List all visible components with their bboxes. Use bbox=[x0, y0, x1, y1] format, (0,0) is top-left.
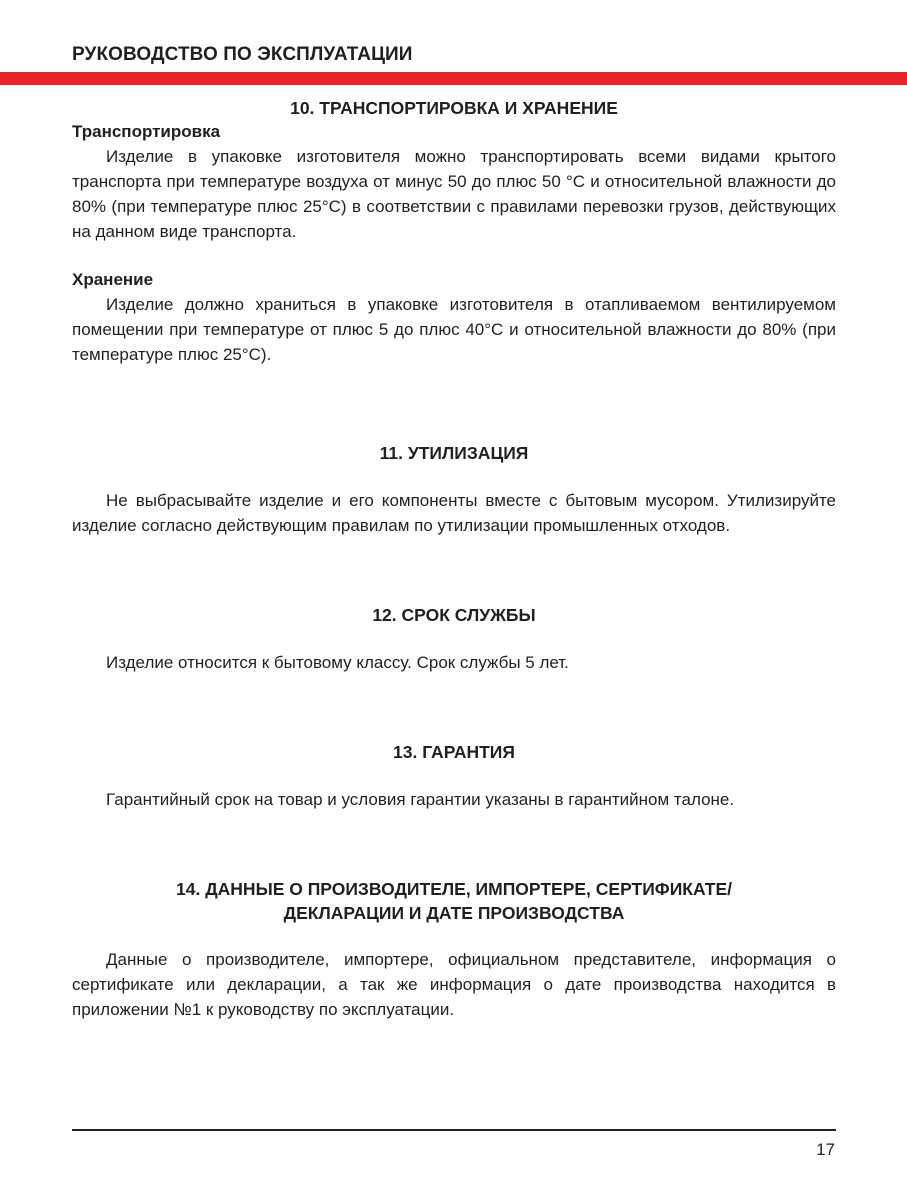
subsection-title-storage: Хранение bbox=[72, 270, 154, 289]
section-title-line-2: ДЕКЛАРАЦИИ И ДАТЕ ПРОИЗВОДСТВА bbox=[283, 903, 625, 923]
section-title: 10. ТРАНСПОРТИРОВКА И ХРАНЕНИЕ bbox=[290, 98, 618, 118]
subsection-title-transport: Транспортировка bbox=[72, 122, 221, 141]
paragraph-storage: Изделие должно храниться в упаковке изготовителя в отапливаемом вентилируемом помещении при температуре от плюс 5 до плюс 40°С и относительной влажности до 80% (при температуре плюс 25°С). bbox=[72, 295, 836, 364]
paragraph-service-life: Изделие относится к бытовому классу. Срок службы 5 лет. bbox=[106, 653, 569, 672]
paragraph-transport: Изделие в упаковке изготовителя можно транспортировать всеми видами крытого транспорта при температуре воздуха от минус 50 до плюс 50 °С и относительной влажности до 80% (при температуре плюс 25°С) в соответствии с правилами перевозки грузов, действующих на данном виде транспорта. bbox=[72, 147, 836, 241]
section-title: 11. УТИЛИЗАЦИЯ bbox=[379, 443, 529, 463]
section-manufacturer-data bbox=[72, 877, 836, 1022]
section-title: 12. СРОК СЛУЖБЫ bbox=[372, 605, 536, 625]
section-transport-storage bbox=[72, 96, 836, 367]
section-title-line-1: 14. ДАННЫЕ О ПРОИЗВОДИТЕЛЕ, ИМПОРТЕРЕ, СЕРТИФИКАТЕ/ bbox=[176, 879, 732, 899]
paragraph-warranty: Гарантийный срок на товар и условия гарантии указаны в гарантийном талоне. bbox=[106, 790, 735, 809]
section-title: 13. ГАРАНТИЯ bbox=[393, 742, 515, 762]
paragraph-manufacturer-data: Данные о производителе, импортере, официальном представителе, информация о сертификате или декларации, а так же информация о дате производства находится в приложении №1 к руководству по эксплуатации. bbox=[72, 950, 836, 1019]
paragraph-disposal: Не выбрасывайте изделие и его компоненты вместе с бытовым мусором. Утилизируйте изделие согласно действующим правилам по утилизации промышленных отходов. bbox=[72, 491, 836, 535]
page-number: 17 bbox=[816, 1140, 835, 1159]
document-header-title: РУКОВОДСТВО ПО ЭКСПЛУАТАЦИИ bbox=[72, 44, 413, 65]
section-disposal bbox=[72, 441, 836, 538]
footer-divider bbox=[72, 1129, 836, 1131]
section-service-life bbox=[72, 603, 836, 675]
page-content bbox=[72, 96, 836, 1022]
section-warranty bbox=[72, 740, 836, 812]
header-accent-bar bbox=[0, 72, 907, 85]
